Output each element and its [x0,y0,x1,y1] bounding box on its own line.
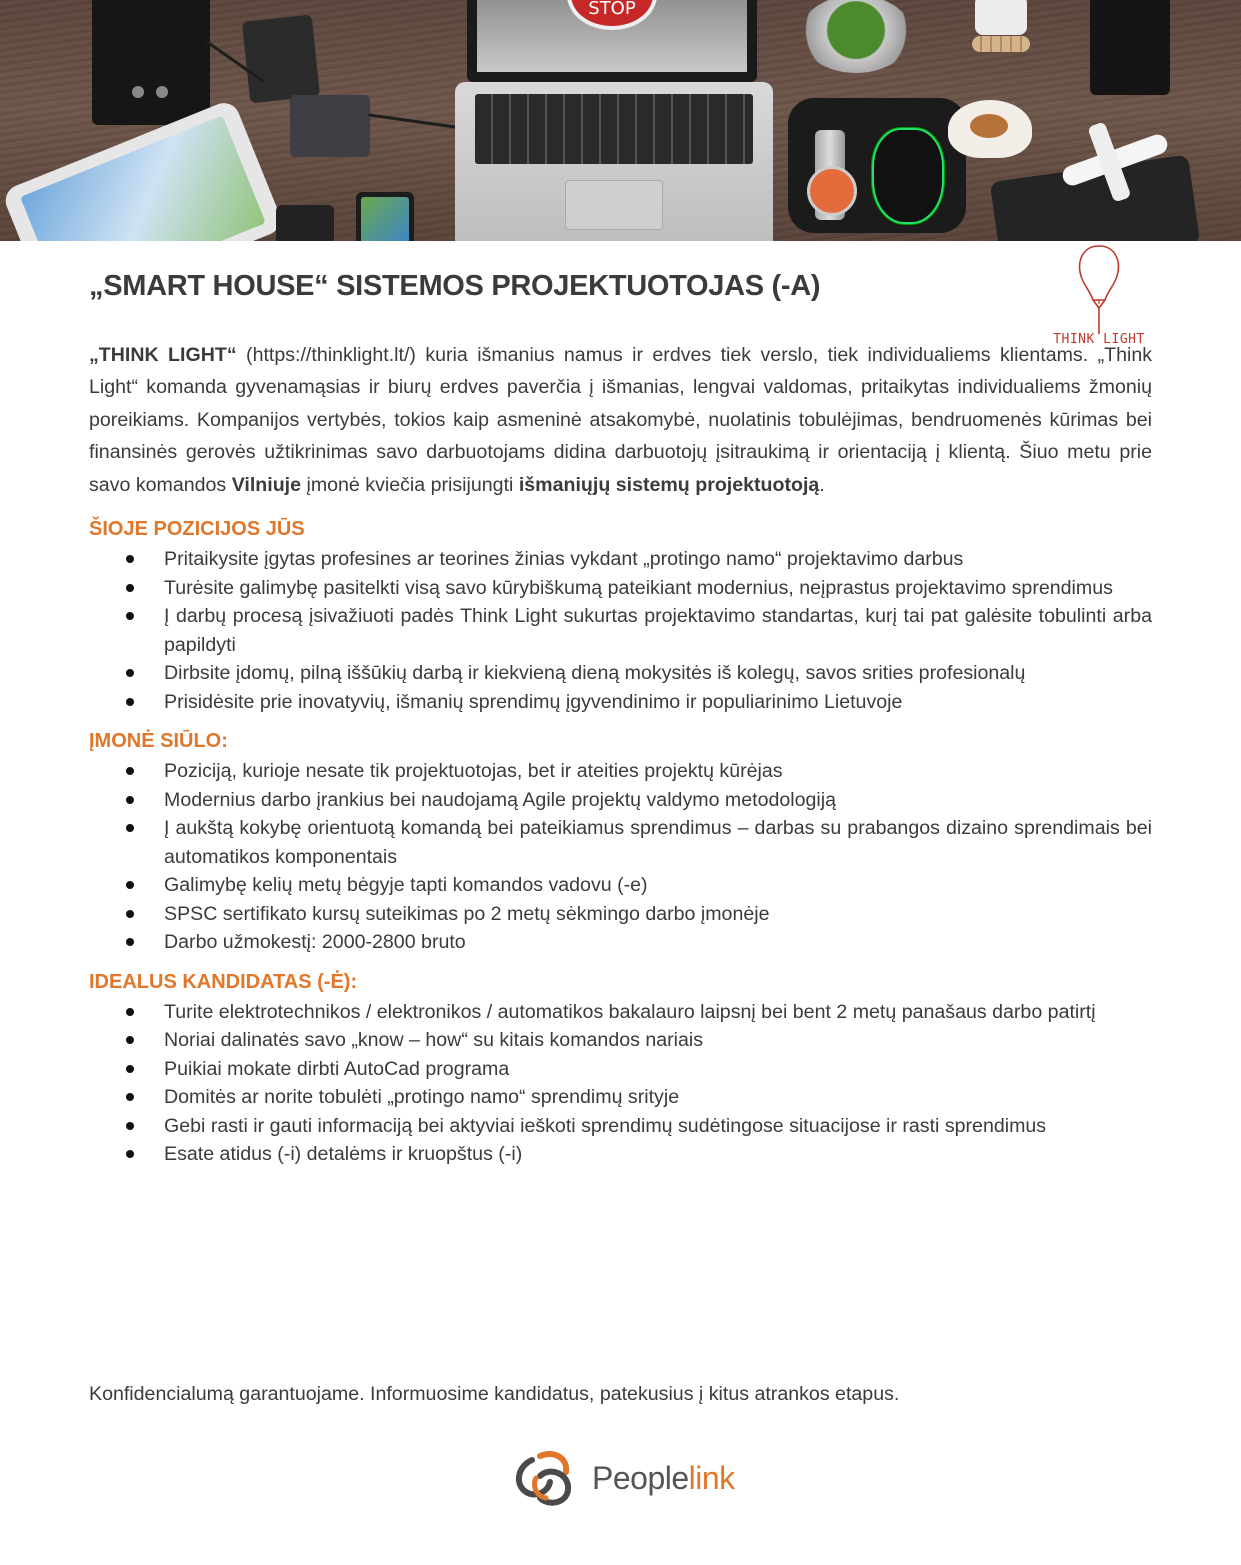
role-name: išmaniųjų sistemų projektuotoją [518,473,820,496]
section-heading: IDEALUS KANDIDATAS (-Ė): [89,970,358,993]
speaker-left [92,0,210,125]
bullet-icon [126,1093,134,1101]
list-item: Į darbų procesą įsivažiuoti padės Think Light sukurtas projektavimo standartas, kurį tai pat galėsite tobulinti arba papildyti [89,602,1152,659]
section-responsibilities [89,518,1152,716]
bullet-icon [126,938,134,946]
phone [276,205,334,241]
bullet-icon [126,881,134,889]
list-item: Turėsite galimybę pasitelkti visą savo kūrybiškumą pateikiant modernius, neįprastus projektavimo sprendimus [89,574,1152,603]
page-title: „SMART HOUSE“ SISTEMOS PROJEKTUOTOJAS (-A) [89,270,821,302]
confidentiality-note: Konfidencialumą garantuojame. Informuosime kandidatus, patekusius į kitus atrankos etapus. [89,1383,900,1405]
list-item: Poziciją, kurioje nesate tik projektuotojas, bet ir ateities projektų kūrėjas [89,757,1152,786]
bullet-icon [126,1036,134,1044]
city-name: Vilniuje [231,473,302,496]
intro-text-1: (https://thinklight.lt/) kuria išmanius namus ir erdves tiek verslo, tiek individualiems klientams. „Think Light“ komanda gyvenamąsias ir biurų erdves paverčia į išmanias, lengvai valdomas, pritaikytas individualiems žmonių poreikiams. Kompanijos vertybės, tokios kaip asmeninė atsakomybė, nuolatinis tobulėjimas, bendruomenės kūrimas bei finansinės gerovės užtikrinimas savo darbuotojams didina darbuotojų įsitraukimą ir orientaciją į klientą. Šiuo metu prie savo komandos [89,344,1153,496]
intro-paragraph [89,339,1152,501]
peoplelink-logo [510,1448,735,1510]
bullet-icon [126,698,134,706]
stop-button-image: STOP [567,0,657,30]
list-item: Darbo užmokestį: 2000-2800 bruto [89,928,1152,957]
spice-bowl [948,100,1032,158]
bullet-icon [126,612,134,620]
list-item: Prisidėsite prie inovatyvių, išmanių sprendimų įgyvendinimo ir populiarinimo Lietuvoje [89,688,1152,717]
job-ad-content [89,270,1152,1169]
bullet-icon [126,796,134,804]
section-heading: ŠIOJE POZICIJOS JŪS [89,518,305,541]
bullet-icon [126,1008,134,1016]
bullet-icon [126,1150,134,1158]
section-ideal-candidate [89,971,1152,1169]
list-item: SPSC sertifikato kursų suteikimas po 2 metų sėkmingo darbo įmonėje [89,900,1152,929]
think-light-wordmark: THINK LIGHT [1053,332,1145,347]
list-item: Noriai dalinatės savo „know – how“ su kitais komandos nariais [89,1026,1152,1055]
bullet-icon [126,910,134,918]
bullet-icon [126,555,134,563]
list-item: Dirbsite įdomų, pilną iššūkių darbą ir kiekvieną dieną mokysitės iš kolegų, savos srities profesionalų [89,659,1152,688]
peoplelink-wordmark: Peoplelink [592,1460,735,1496]
phone [356,192,414,241]
intro-text-2: įmonė kviečia prisijungti [301,473,519,496]
bullet-icon [126,669,134,677]
bullet-icon [126,1065,134,1073]
list-item: Į aukštą kokybę orientuotą komandą bei pateikiamus sprendimus – darbas su prabangos dizaino sprendimais bei automatikos komponentais [89,814,1152,871]
charger [290,95,370,157]
beads [972,36,1030,52]
list-item: Turite elektrotechnikos / elektronikos / automatikos bakalauro laipsnį bei bent 2 metų panašaus darbo patirtį [89,998,1152,1027]
list-item: Domitės ar norite tobulėti „protingo namo“ sprendimų srityje [89,1083,1152,1112]
offer-list [89,757,1152,957]
laptop-keyboard [455,82,773,241]
list-item: Gebi rasti ir gauti informaciją bei aktyviai ieškoti sprendimų sudėtingose situacijose ir rasti sprendimus [89,1112,1152,1141]
laptop-screen [467,0,757,82]
speaker-right [1090,0,1170,95]
section-offer [89,730,1152,957]
candidate-list [89,998,1152,1169]
list-item: Pritaikysite įgytas profesines ar teorines žinias vykdant „protingo namo“ projektavimo darbus [89,545,1152,574]
intro-end: . [819,473,825,496]
bullet-icon [126,767,134,775]
cable [368,113,462,129]
header-photo [0,0,1241,241]
mouse [872,128,944,224]
list-item: Galimybę kelių metų bėgyje tapti komandos vadovu (-e) [89,871,1152,900]
section-heading: ĮMONĖ SIŪLO: [89,730,228,753]
list-item: Esate atidus (-i) detalėms ir kruopštus (-i) [89,1140,1152,1169]
bullet-icon [126,1122,134,1130]
plant-bowl [800,0,912,73]
wristwatch [815,130,845,220]
bullet-icon [126,824,134,832]
company-name: „THINK LIGHT“ [89,344,237,366]
peoplelink-mark-icon [510,1448,580,1510]
lamp [975,0,1027,35]
hard-drive [242,15,320,104]
list-item: Puikiai mokate dirbti AutoCad programa [89,1055,1152,1084]
list-item: Modernius darbo įrankius bei naudojamą Agile projektų valdymo metodologiją [89,786,1152,815]
responsibilities-list [89,545,1152,716]
bullet-icon [126,584,134,592]
